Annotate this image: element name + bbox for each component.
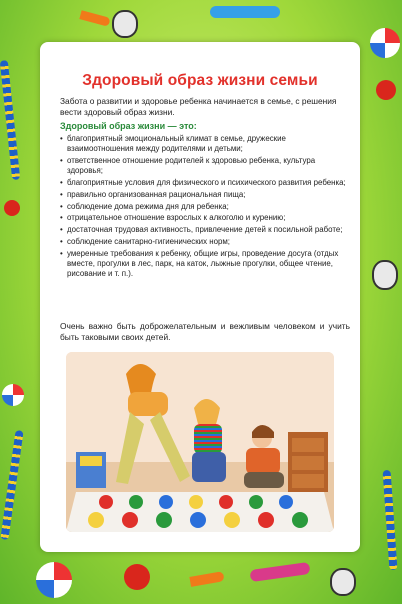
dumbbell-icon bbox=[210, 6, 280, 18]
apple-icon bbox=[124, 564, 150, 590]
list-item: • ответственное отношение родителей к здоровью ребенка, культура здоровья; bbox=[60, 156, 352, 176]
twister-scene-image bbox=[66, 352, 334, 532]
ball-icon bbox=[2, 384, 24, 406]
list-item: • благоприятный эмоциональный климат в семье, дружеские взаимоотношения между родителями и детьми; bbox=[60, 134, 352, 154]
content-panel bbox=[40, 42, 360, 552]
teddy-bear-icon bbox=[330, 568, 356, 596]
apple-icon bbox=[4, 200, 20, 216]
jump-rope-icon bbox=[0, 430, 23, 540]
apple-icon bbox=[376, 80, 396, 100]
closing-paragraph: Очень важно быть доброжелательным и вежливым человеком и учить быть таковыми своих детей. bbox=[60, 321, 350, 342]
carrot-icon bbox=[79, 10, 110, 26]
intro-paragraph: Забота о развитии и здоровье ребенка начинается в семье, с решения вести здоровый образ жизни. bbox=[60, 96, 337, 117]
list-heading: Здоровый образ жизни — это: bbox=[60, 121, 197, 131]
page-title: Здоровый образ жизни семьи bbox=[82, 72, 318, 89]
jump-rope-icon bbox=[383, 470, 398, 570]
ball-icon bbox=[370, 28, 400, 58]
family-illustration bbox=[66, 352, 334, 532]
list-item: • благоприятные условия для физического и психического развития ребенка; bbox=[60, 178, 352, 188]
list-item: • умеренные требования к ребенку, общие игры, проведение досуга (отдых вместе, прогулки в лес, парк, на каток, лыжные прогулки, общее чтение, рисование и т. п.). bbox=[60, 249, 352, 280]
list-item: • достаточная трудовая активность, привлечение детей к посильной работе; bbox=[60, 225, 352, 235]
list-item: • соблюдение дома режима дня для ребенка; bbox=[60, 202, 352, 212]
list-item: • правильно организованная рациональная пища; bbox=[60, 190, 352, 200]
ball-icon bbox=[36, 562, 72, 598]
teddy-bear-icon bbox=[372, 260, 398, 290]
healthy-lifestyle-list bbox=[60, 134, 352, 281]
list-item: • соблюдение санитарно-гигиенических норм; bbox=[60, 237, 352, 247]
list-item: • отрицательное отношение взрослых к алкоголю и курению; bbox=[60, 213, 352, 223]
teddy-bear-icon bbox=[112, 10, 138, 38]
jump-rope-icon bbox=[0, 60, 20, 180]
dumbbell-icon bbox=[249, 562, 310, 582]
carrot-icon bbox=[189, 571, 224, 587]
